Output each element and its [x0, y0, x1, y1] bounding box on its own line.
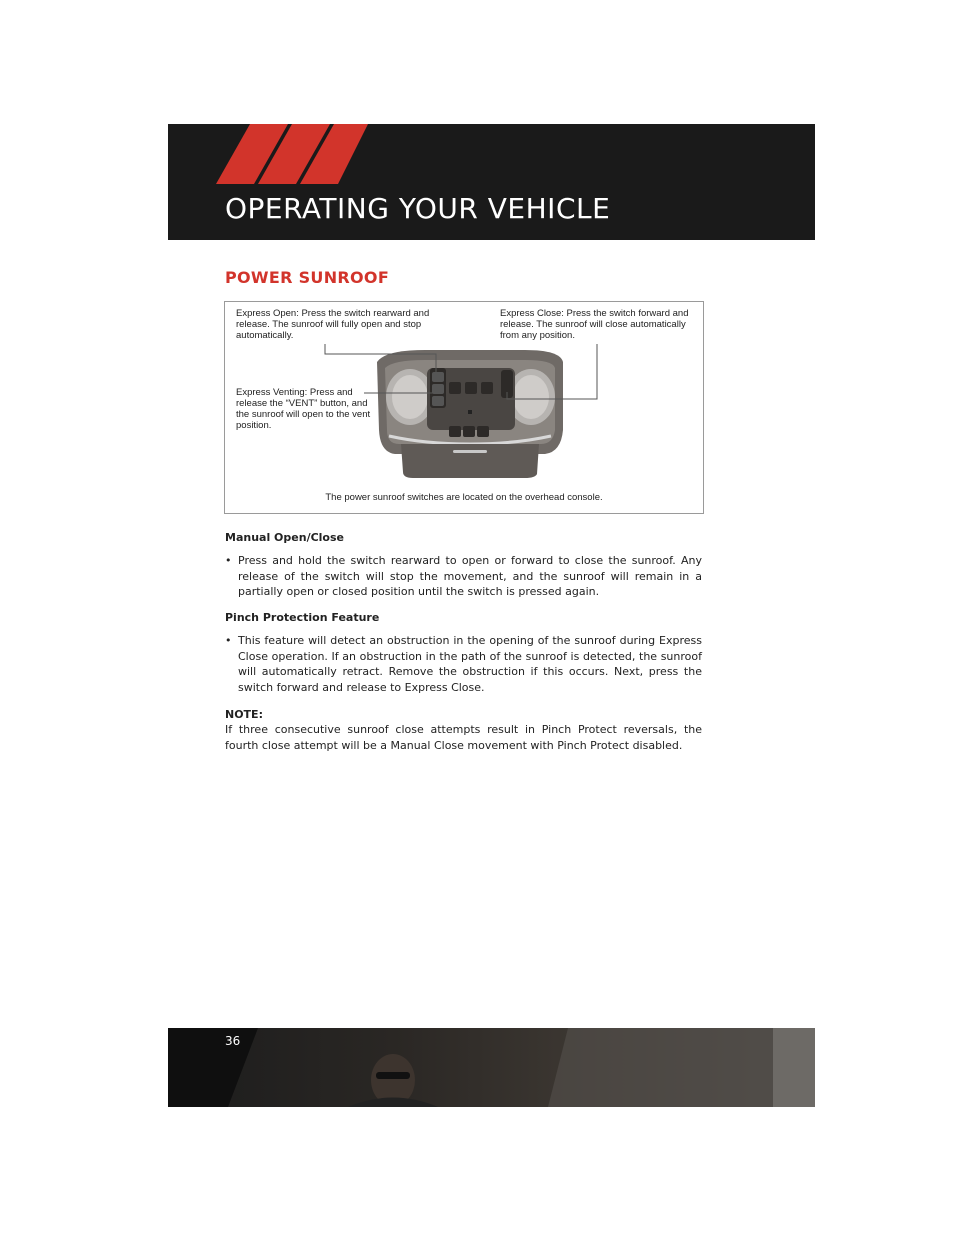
footer-band — [168, 1028, 815, 1107]
pinch-protection-text: This feature will detect an obstruction in the opening of the sunroof during Express Close operation. If an obstruction in the path of the sunroof is detected, the sunroof will automatically retract. Remove the obstruction if this occurs. Next, press the switch forward and release to Express Close. — [238, 634, 702, 694]
figure-caption: The power sunroof switches are located on the overhead console. — [325, 492, 603, 503]
pinch-protection-bullet — [225, 633, 702, 695]
driver-photo-image — [168, 1028, 815, 1107]
callout-express-open: Express Open: Press the switch rearward and release. The sunroof will fully open and stop automatically. — [236, 308, 430, 341]
note-label: NOTE: — [225, 708, 263, 721]
pinch-protection-heading: Pinch Protection Feature — [225, 611, 380, 624]
manual-open-close-bullet — [225, 553, 702, 600]
callout-express-close: Express Close: Press the switch forward and release. The sunroof will close automatically from any position. — [500, 308, 689, 341]
callout-express-venting: Express Venting: Press and release the “VENT” button, and the sunroof will open to the vent position. — [236, 387, 371, 431]
page-number: 36 — [225, 1034, 241, 1048]
section-heading: POWER SUNROOF — [225, 268, 390, 287]
sunroof-figure — [224, 301, 704, 514]
bullet-dot: • — [225, 554, 232, 567]
bullet-dot: • — [225, 634, 232, 647]
brand-stripes-logo — [208, 124, 368, 184]
page-header-title: OPERATING YOUR VEHICLE — [225, 192, 611, 225]
manual-open-close-text: Press and hold the switch rearward to open or forward to close the sunroof. Any release of the switch will stop the movement, and the sunroof will remain in a partially open or closed position until the switch is pressed again. — [238, 554, 702, 599]
note-text: If three consecutive sunroof close attempts result in Pinch Protect reversals, the fourth close attempt will be a Manual Close movement with Pinch Protect disabled. — [225, 723, 702, 752]
manual-open-close-heading: Manual Open/Close — [225, 531, 344, 544]
header-band — [168, 124, 815, 240]
